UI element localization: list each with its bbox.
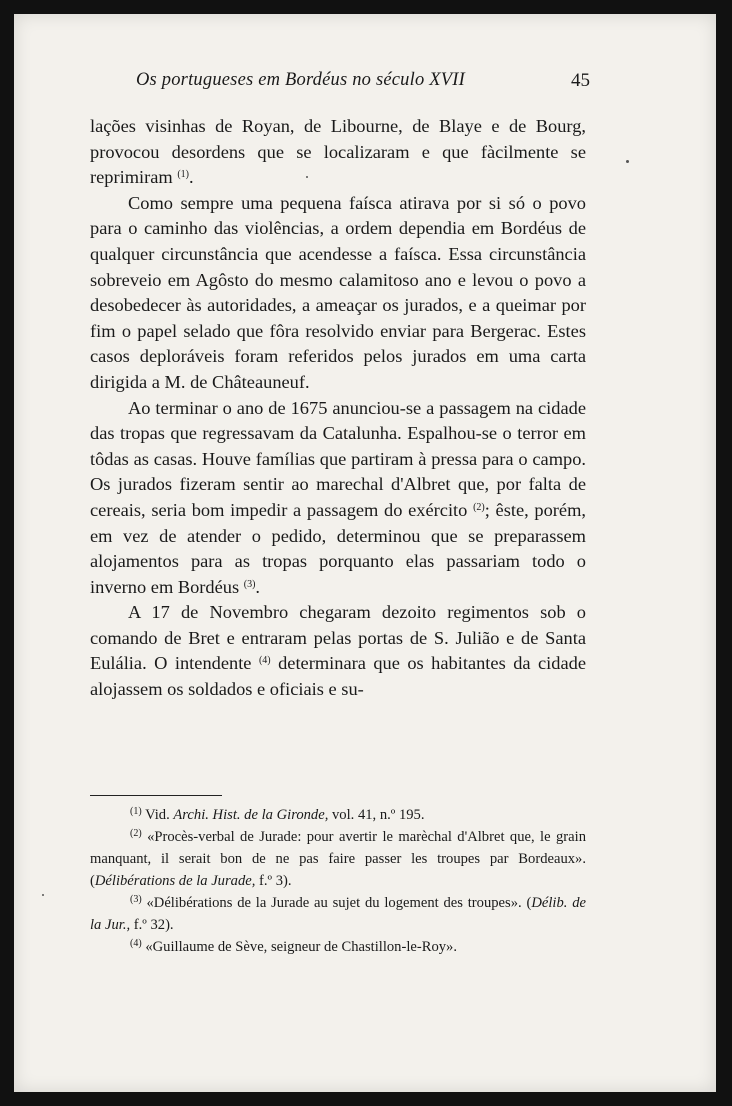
footnote-2-text-a: «Procès-verbal de Jurade: pour avertir le marèchal d'Albret que, le grain manquant, il serait bon de ne pas faire passer les troupes par Bordeaux». ( bbox=[90, 829, 586, 889]
paragraph-1-end: . bbox=[189, 167, 194, 188]
paragraph-1-text: lações visinhas de Royan, de Libourne, de Blaye e de Bourg, provocou desordens que se localizaram e que fàcilmente se reprimiram bbox=[90, 116, 586, 188]
paragraph-3-text-a: Ao terminar o ano de 1675 anunciou-se a passagem na cidade das tropas que regressavam da Catalunha. Espalhou-se o terror em tôdas as casas. Houve famílias que partiram à pressa para o campo. Os jurados fizeram sentir ao marechal d'Albret que, por falta de cereais, seria bom impedir a passagem do exército bbox=[90, 397, 586, 520]
page-number: 45 bbox=[571, 70, 590, 91]
footnote-1-source: Archi. Hist. de la Gironde, bbox=[173, 807, 329, 823]
paragraph-4-text-a: A 17 de Novembro chegaram dezoito regimentos sob o comando de Bret e entraram pelas portas de S. Julião e de Santa Eulália. O intendente bbox=[90, 602, 586, 674]
paragraph-4 bbox=[90, 600, 586, 702]
running-title: Os portugueses em Bordéus no século XVII bbox=[136, 70, 465, 90]
footnote-3 bbox=[90, 892, 586, 936]
footnote-ref-2: (2) bbox=[473, 501, 485, 513]
paragraph-3-text-b: ; êste, porém, em vez de atender o pedido, determinou que se preparassem alojamentos para as tropas porquanto elas passariam todo o inverno em Bordéus bbox=[90, 499, 586, 597]
footnote-3-text-b: f.º 32). bbox=[130, 917, 174, 933]
footnote-ref-1: (1) bbox=[177, 169, 190, 181]
footnote-ref-4: (4) bbox=[258, 655, 271, 667]
footnote-2-source: Délibérations de la Jurade, bbox=[94, 873, 256, 889]
footnotes bbox=[90, 804, 586, 958]
footnote-4-mark: (4) bbox=[130, 938, 142, 949]
paragraph-3 bbox=[90, 396, 586, 601]
footnote-1 bbox=[90, 804, 586, 826]
scan-speck bbox=[42, 894, 44, 896]
scan-speck bbox=[306, 176, 308, 178]
running-head bbox=[136, 70, 590, 98]
scan-speck bbox=[626, 160, 629, 163]
footnote-2 bbox=[90, 826, 586, 892]
footnote-1-text-b: vol. 41, n.º 195. bbox=[328, 807, 425, 823]
footnote-4-text: «Guillaume de Sève, seigneur de Chastillon-le-Roy». bbox=[145, 939, 457, 955]
footnote-2-mark: (2) bbox=[130, 828, 142, 839]
footnote-2-text-b: f.º 3). bbox=[255, 873, 292, 889]
footnote-3-mark: (3) bbox=[130, 894, 142, 905]
footnote-separator bbox=[90, 795, 222, 796]
paragraph-4-text-b: determinara que os habitantes da cidade alojassem os soldados e oficiais e su- bbox=[90, 653, 586, 700]
paragraph-2: Como sempre uma pequena faísca atirava por si só o povo para o caminho das violências, a ordem dependia em Bordéus de qualquer circunstância que acendesse a faísca. Essa circunstância sobreveio em Agôsto do mesmo calamitoso ano e levou o povo a desobedecer às autoridades, a ameaçar os jurados, e a queimar por fim o papel selado que fôra resolvido enviar para Bergerac. Estes casos deploráveis foram referidos pelos jurados em uma carta dirigida a M. de Châteauneuf. bbox=[90, 192, 586, 392]
book-page bbox=[14, 14, 716, 1092]
body-text bbox=[90, 114, 586, 703]
footnote-1-mark: (1) bbox=[130, 806, 142, 817]
footnote-3-source: Délib. de la Jur., bbox=[90, 895, 586, 933]
footnote-3-text-a: «Délibérations de la Jurade au sujet du logement des troupes». ( bbox=[146, 895, 532, 911]
footnote-ref-3: (3) bbox=[243, 578, 256, 590]
paragraph-1 bbox=[90, 114, 586, 191]
paragraph-3-end: . bbox=[255, 576, 261, 597]
footnote-4 bbox=[90, 936, 586, 958]
footnote-1-text-a: Vid. bbox=[145, 807, 174, 823]
